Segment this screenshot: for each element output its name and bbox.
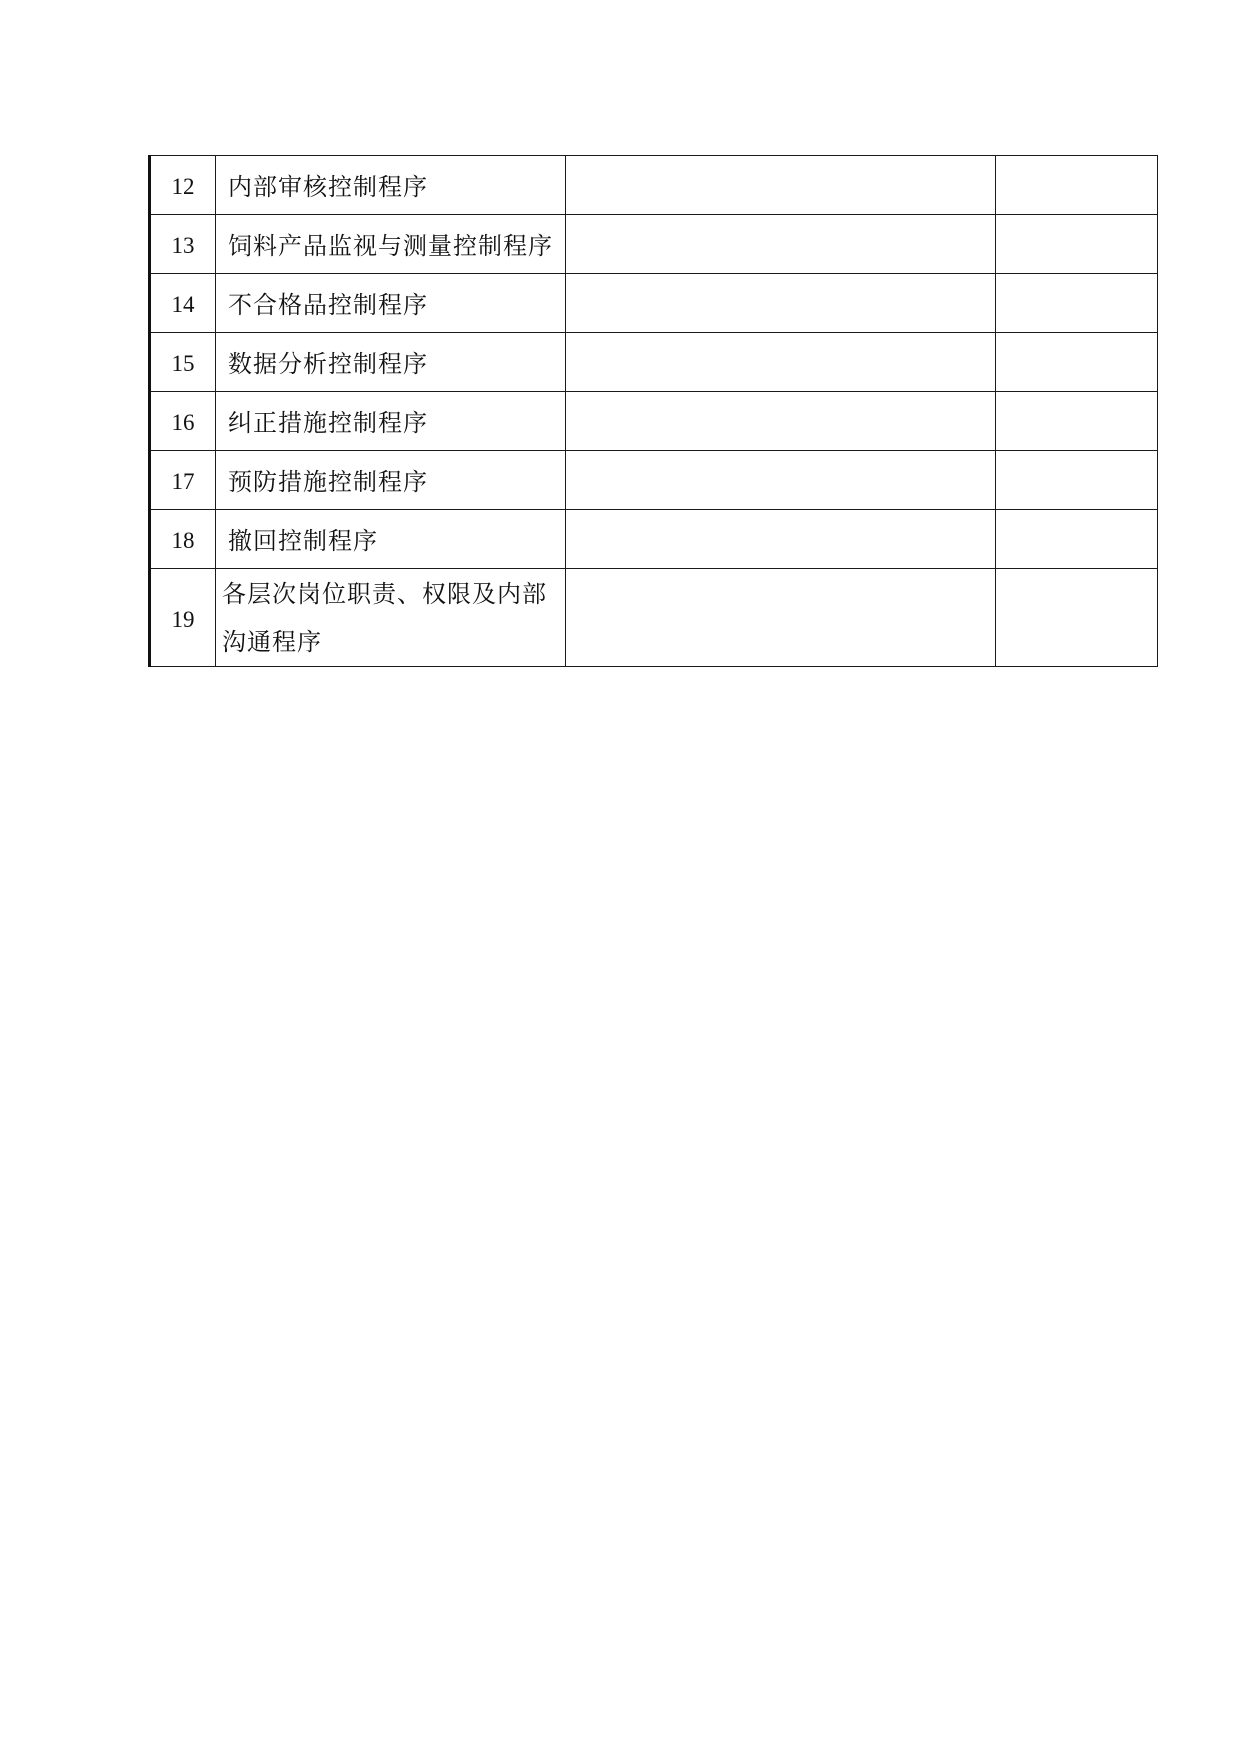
table-row [150,333,1158,392]
procedure-name-cell: 内部审核控制程序 [216,156,566,215]
table-cell-blank [996,215,1158,274]
table-cell-blank [566,274,996,333]
table-cell-blank [996,392,1158,451]
table-row [150,569,1158,667]
table-cell-blank [996,274,1158,333]
row-number-cell: 15 [150,333,216,392]
procedure-name-cell: 饲料产品监视与测量控制程序 [216,215,566,274]
procedure-name-cell: 不合格品控制程序 [216,274,566,333]
table-cell-blank [566,451,996,510]
row-number-cell: 14 [150,274,216,333]
table-cell-blank [566,215,996,274]
table-row [150,392,1158,451]
table-cell-blank [996,333,1158,392]
table-cell-blank [566,392,996,451]
procedure-name-cell: 数据分析控制程序 [216,333,566,392]
row-number-cell: 18 [150,510,216,569]
table-cell-blank [566,510,996,569]
procedure-name-cell: 撤回控制程序 [216,510,566,569]
procedure-name-cell: 各层次岗位职责、权限及内部沟通程序 [216,569,566,667]
procedure-name-cell: 纠正措施控制程序 [216,392,566,451]
row-number-cell: 13 [150,215,216,274]
table-cell-blank [566,569,996,667]
table-cell-blank [996,510,1158,569]
table-row [150,215,1158,274]
table-cell-blank [566,156,996,215]
table-cell-blank [996,451,1158,510]
procedure-table [148,155,1158,667]
table-row [150,274,1158,333]
row-number-cell: 17 [150,451,216,510]
row-number-cell: 12 [150,156,216,215]
table-row [150,510,1158,569]
table-row [150,156,1158,215]
table-row [150,451,1158,510]
row-number-cell: 19 [150,569,216,667]
table-cell-blank [996,156,1158,215]
procedure-name-cell: 预防措施控制程序 [216,451,566,510]
table-cell-blank [566,333,996,392]
table-cell-blank [996,569,1158,667]
row-number-cell: 16 [150,392,216,451]
